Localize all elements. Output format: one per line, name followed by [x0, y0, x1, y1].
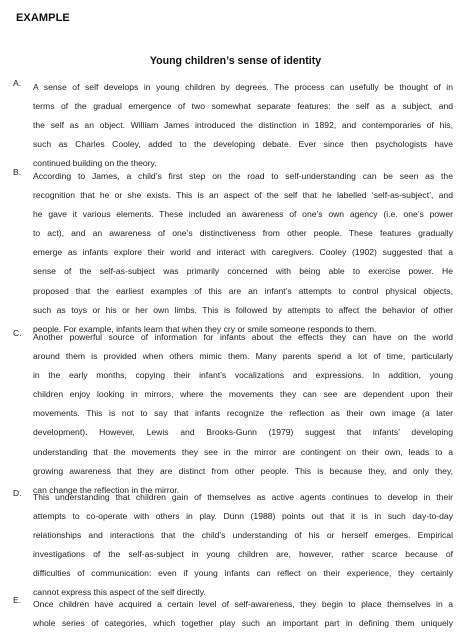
paragraph-line: growing awareness that they are distinct from other people. This is because they, and only they,: [33, 465, 453, 476]
paragraph-line: children enjoy looking in mirrors, where the movements they can see are dependent upon their: [33, 389, 453, 400]
section-letter: D.: [13, 488, 22, 498]
paragraph-line: to act), and an awareness of one’s distinctiveness from other people. These features gradually: [33, 228, 453, 239]
section-letter: C.: [13, 328, 22, 338]
paragraph-line: proposed that the earliest examples of this are an infant’s attempts to control physical objects,: [33, 285, 453, 296]
paragraph-line: Another powerful source of information for infants about the effects they can have on the world: [33, 332, 453, 342]
document-label: EXAMPLE: [16, 12, 70, 24]
paragraph-line: emerge as infants explore their world and interact with caregivers. Cooley (1902) suggested that a: [33, 247, 453, 258]
document-title: Young children’s sense of identity: [149, 55, 322, 67]
paragraph-line: in the early months, copying their infant’s vocalizations and expressions. In addition, young: [33, 370, 453, 381]
paragraph-line: people. For example, infants learn that when they cry or smile someone responds to them.: [33, 323, 377, 334]
section-paragraph: [33, 488, 453, 603]
paragraph-line: terms of the gradual emergence of two somewhat separate features: the self as a subject, and: [33, 101, 453, 112]
paragraph-line: whole series of categories, which together play such an important part in defining them uniquely: [33, 618, 453, 629]
paragraph-line: movements. This is not to say that infants recognize the reflection as their own image (a later: [33, 408, 453, 419]
paragraph-line: around them is provided when others mimic them. Many parents spend a lot of time, particularly: [33, 351, 453, 362]
paragraph-line: This understanding that children gain of themselves as active agents continues to develop in their: [33, 492, 453, 502]
paragraph-line: sense of the self-as-subject was primarily concerned with being able to exercise power. He: [33, 266, 453, 277]
paragraph-line: recognition that he or she exists. This is an aspect of the self that he labelled ‘self-as-subject’, and: [33, 190, 453, 201]
paragraph-line: attempts to co-operate with others in play. Dunn (1988) points out that it is in such day-to-day: [33, 511, 453, 522]
paragraph-line: the self as an object. William James introduced the distinction in 1892, and contemporaries of his,: [33, 120, 453, 131]
paragraph-line: investigations of the self-as-subject in young children are, however, rather scarce because of: [33, 549, 453, 560]
paragraph-line: development). However, Lewis and Brooks-Gunn (1979) suggest that infants’ developing: [33, 427, 453, 438]
paragraph-line: such as Charles Cooley, added to the developing debate. Ever since then psychologists have: [33, 139, 453, 150]
paragraph-line: relationships and interactions that the child’s understanding of his or herself emerges. Empirical: [33, 530, 453, 541]
section-paragraph: [33, 78, 453, 173]
section-paragraph: [33, 167, 453, 339]
paragraph-line: he gave it various elements. These included an awareness of one’s own agency (i.e. one’s power: [33, 209, 453, 220]
paragraph-line: cannot express this aspect of the self directly.: [33, 587, 206, 598]
section-letter: E.: [13, 595, 22, 605]
paragraph-line: such as toys or his or her own limbs. This is followed by attempts to affect the behavior of other: [33, 304, 453, 315]
paragraph-line: can change the reflection in the mirror.: [33, 484, 180, 495]
paragraph-line: According to James, a child’s first step on the road to self-understanding can be seen as the: [33, 171, 453, 181]
paragraph-line: A sense of self develops in young children by degrees. The process can usefully be thought of in: [33, 82, 453, 92]
paragraph-line: Once children have acquired a certain level of self-awareness, they begin to place themselves in a: [33, 599, 453, 609]
section-letter: A.: [13, 78, 22, 88]
section-paragraph: [33, 595, 453, 633]
paragraph-line: understanding that the movements they see in the mirror are contingent on their own, leads to a: [33, 446, 453, 457]
section-letter: B.: [13, 167, 22, 177]
paragraph-line: continued building on the theory.: [33, 158, 157, 169]
paragraph-line: difficulties of communication: even if young infants can reflect on their experience, they certainly: [33, 568, 453, 579]
section-paragraph: [33, 328, 453, 500]
